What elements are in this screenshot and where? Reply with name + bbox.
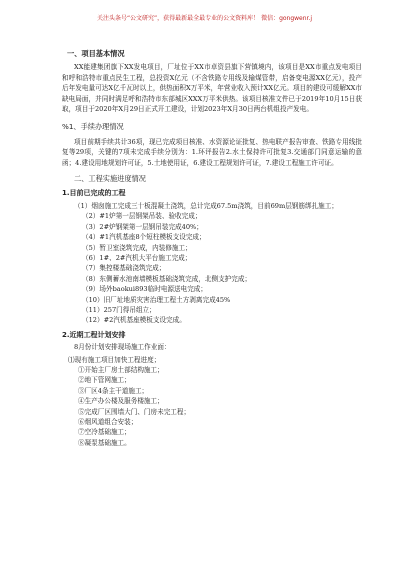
list-item: ④生产办公楼及服务楼施工； <box>78 397 164 406</box>
list-item: （8）东侧蓄水池南墙模板基础浇筑完成，北侧支护完成； <box>82 274 252 283</box>
paragraph-basic-info: XX能建集团旗下XX发电项目，厂址位于XX市卓资县旗下营镇境内，该项目是XX市重点发电项目和呼和浩特市重点民生工程，总投资X亿元（不含铁路专用线及输煤管带，启备变电源XX亿元），投产后年发电量可达X亿千瓦时以上，供热面积X万平米，年营业收入预计XX亿元。项目的建设可缓解XX市缺电局面，并同时满足呼和浩特市东部城区XXX万平米供热。该项目核准文件已于2019年10月15日获取，项目于2020年X月29日正式开工建设，计划2023年X月30日两台机组投产发电。 <box>62 63 362 114</box>
plan-list <box>62 365 362 448</box>
header-banner: 关注头条号“公文研究”，获得最新最全最专业的公文资料库！ 微信：gongwenr.j <box>96 15 313 22</box>
list-item: ⑤完成厂区围墙大门、门房未完工程； <box>78 407 191 416</box>
list-item: （1）烟囱施工完成三十板混凝土浇筑，总计完成67.5m浇筑，目前69m层钢筋绑扎施工； <box>74 201 338 210</box>
section-title-progress: 二、工程实施进度情况 <box>74 174 146 184</box>
list-item: （12）#2汽机基座模板支设完成。 <box>82 316 186 325</box>
section-title-basic-info: 一、项目基本情况 <box>67 49 125 58</box>
list-item: ⑦空冷基础施工； <box>78 428 131 437</box>
completed-list <box>62 201 362 326</box>
list-item: （4）#1汽机基座8个短柱模板支设完成； <box>82 233 206 242</box>
list-item: （3）2#炉钢架第一层钢吊装完成40%； <box>82 222 203 231</box>
list-item: （2）#1炉第一层钢架吊装、验收完成； <box>82 212 202 221</box>
list-item: （6）1#、2#汽机大平台施工完成； <box>82 253 192 262</box>
list-item: （11）257门得吊组立； <box>82 305 156 314</box>
list-item: ⑥烟风道组合安装； <box>78 418 138 426</box>
list-item: ⑧凝泵基础施工。 <box>78 438 131 447</box>
list-item: （9）场外baokui893临时电源送电完成； <box>82 285 207 294</box>
list-item: （7）集控楼基础浇筑完成； <box>82 264 166 273</box>
section-title-procedures: %1、手续办理情况 <box>62 122 124 132</box>
subsection-title-completed: 1.目前已完成的工程 <box>62 189 126 198</box>
list-item: ①开始主厂房土部结构施工； <box>78 365 164 374</box>
paragraph-procedures: 项目前期手续共计36项，现已完成项目核准、水资源论证批复、热电联产报告审查、铁路专用线批复等29项，关键的7项未完成手续分别为：1.环评报告2.水土保持许可批复3.交通部门同意运输的意函；4.建设用地规划许可证，5.土地使用证，6.建设工程规划许可证，7.建设工程施工许可证。 <box>62 137 362 167</box>
list-item: ③厂区4条主干道施工； <box>78 386 149 395</box>
list-item: （10）旧厂址地质灾害治理工程土方剥离完成45% <box>82 295 231 304</box>
plan-head: ⑴现有施工项目加快工程进度； <box>68 355 161 364</box>
plan-intro: 8月份计划安排现场施工作业面： <box>74 343 171 352</box>
subsection-title-plan: 2.近期工程计划安排 <box>62 330 126 339</box>
list-item: （5）暂卫室浇筑完成，内装修施工； <box>82 243 192 252</box>
document-body <box>62 46 362 448</box>
list-item: ②地下管网施工； <box>78 376 131 385</box>
